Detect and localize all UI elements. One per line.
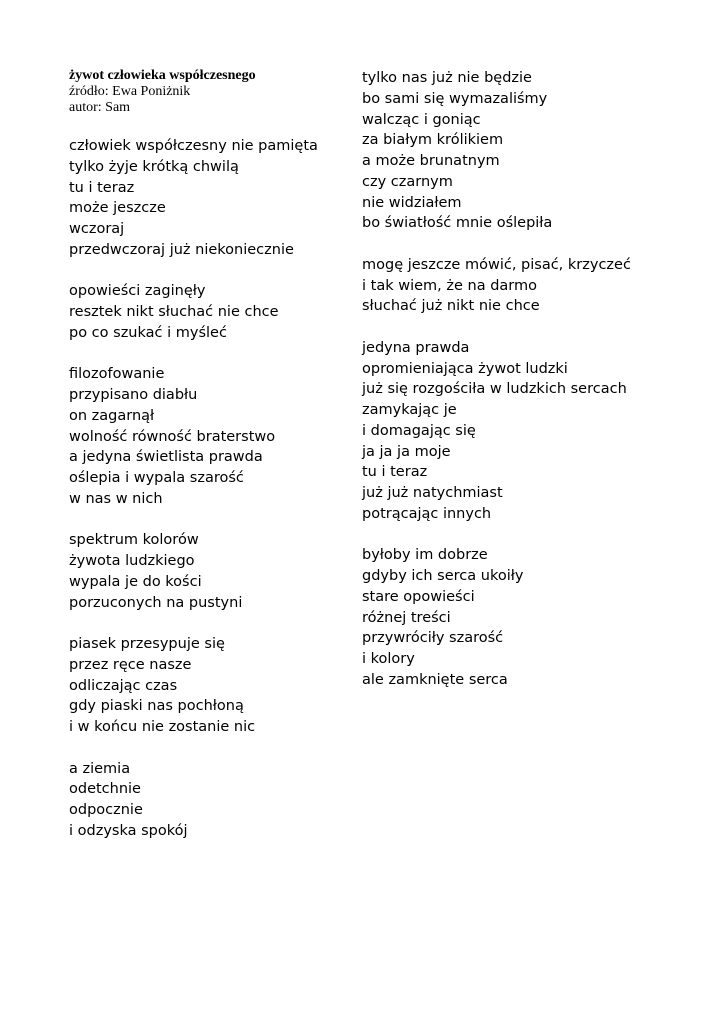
poem-line: odpocznie [69, 802, 143, 818]
poem-line: i tak wiem, że na darmo [362, 277, 537, 294]
poem-line: stare opowieści [362, 588, 475, 605]
poem-line: a jedyna świetlista prawda [69, 449, 263, 466]
poem-line: walcząc i goniąc [362, 111, 481, 128]
poem-line: opowieści zaginęły [69, 283, 206, 300]
poem-line: oślepia i wypala szarość [69, 470, 244, 486]
poem-line: przywróciły szarość [362, 630, 504, 647]
poem-line: wczoraj [69, 221, 125, 237]
poem-author: autor: Sam [69, 100, 131, 115]
poem-line: jedyna prawda [362, 339, 470, 356]
poem-line: czy czarnym [362, 173, 453, 190]
poem-line: przypisano diabłu [69, 387, 198, 403]
poem-line: gdy piaski nas pochłoną [69, 698, 244, 715]
poem-line: ja ja ja moje [362, 443, 451, 460]
poem-header [69, 68, 256, 116]
poem-line: wolność równość braterstwo [69, 428, 276, 445]
stanza [69, 759, 318, 842]
stanza [362, 338, 631, 525]
poem-line: bo sami się wymazaliśmy [362, 90, 548, 107]
poem-line: gdyby ich serca ukoiły [362, 568, 524, 584]
poem-line: byłoby im dobrze [362, 547, 488, 564]
poem-line: piasek przesypuje się [69, 636, 225, 652]
poem-line: i odzyska spokój [69, 822, 188, 839]
poem-line: a ziemia [69, 760, 131, 777]
stanza [69, 364, 318, 509]
poem-line: filozofowanie [69, 366, 165, 383]
poem-line: przedwczoraj już niekoniecznie [69, 241, 294, 258]
poem-line: już już natychmiast [362, 485, 503, 501]
poem-line: człowiek współczesny nie pamięta [69, 138, 318, 154]
poem-line: odliczając czas [69, 677, 178, 694]
stanza [69, 634, 318, 738]
stanza [69, 530, 318, 613]
stanza [362, 255, 631, 317]
poem-line: żywota ludzkiego [69, 553, 195, 569]
poem-line: tu i teraz [69, 179, 135, 196]
poem-line: on zagarnął [69, 407, 155, 424]
stanza [69, 136, 318, 261]
poem-line: odetchnie [69, 781, 141, 798]
poem-title: żywot człowieka współczesnego [69, 68, 256, 83]
poem-line: opromieniająca żywot ludzki [362, 360, 568, 377]
poem-line: a może brunatnym [362, 153, 500, 169]
poem-line: po co szukać i myśleć [69, 324, 227, 341]
poem-line: i kolory [362, 651, 415, 667]
poem-line: porzuconych na pustyni [69, 594, 243, 611]
poem-line: mogę jeszcze mówić, pisać, krzyczeć [362, 256, 631, 273]
stanza [69, 281, 318, 343]
poem-line: potrącając innych [362, 505, 492, 522]
poem-line: tylko nas już nie będzie [362, 70, 532, 86]
poem-line: i domagając się [362, 422, 476, 439]
stanza [362, 545, 631, 690]
stanza [362, 68, 631, 234]
poem-line: wypala je do kości [69, 573, 202, 590]
poem-source: źródło: Ewa Poniżnik [69, 84, 191, 99]
poem-line: i w końcu nie zostanie nic [69, 719, 256, 735]
poem-line: resztek nikt słuchać nie chce [69, 304, 279, 320]
poem-line: spektrum kolorów [69, 532, 199, 549]
right-column [362, 68, 631, 691]
poem-line: bo światłość mnie oślepiła [362, 215, 553, 232]
poem-line: zamykając je [362, 402, 457, 418]
poem-line: tylko żyje krótką chwilą [69, 158, 239, 175]
poem-line: przez ręce nasze [69, 656, 192, 673]
poem-line: słuchać już nikt nie chce [362, 298, 540, 315]
poem-line: już się rozgościła w ludzkich sercach [362, 381, 627, 398]
poem-line: nie widziałem [362, 194, 462, 211]
left-column [69, 136, 318, 842]
poem-line: może jeszcze [69, 200, 166, 217]
poem-line: ale zamknięte serca [362, 671, 508, 688]
poem-line: różnej treści [362, 609, 451, 626]
poem-line: tu i teraz [362, 464, 428, 481]
poem-line: w nas w nich [69, 490, 163, 507]
poem-line: za białym królikiem [362, 132, 504, 149]
